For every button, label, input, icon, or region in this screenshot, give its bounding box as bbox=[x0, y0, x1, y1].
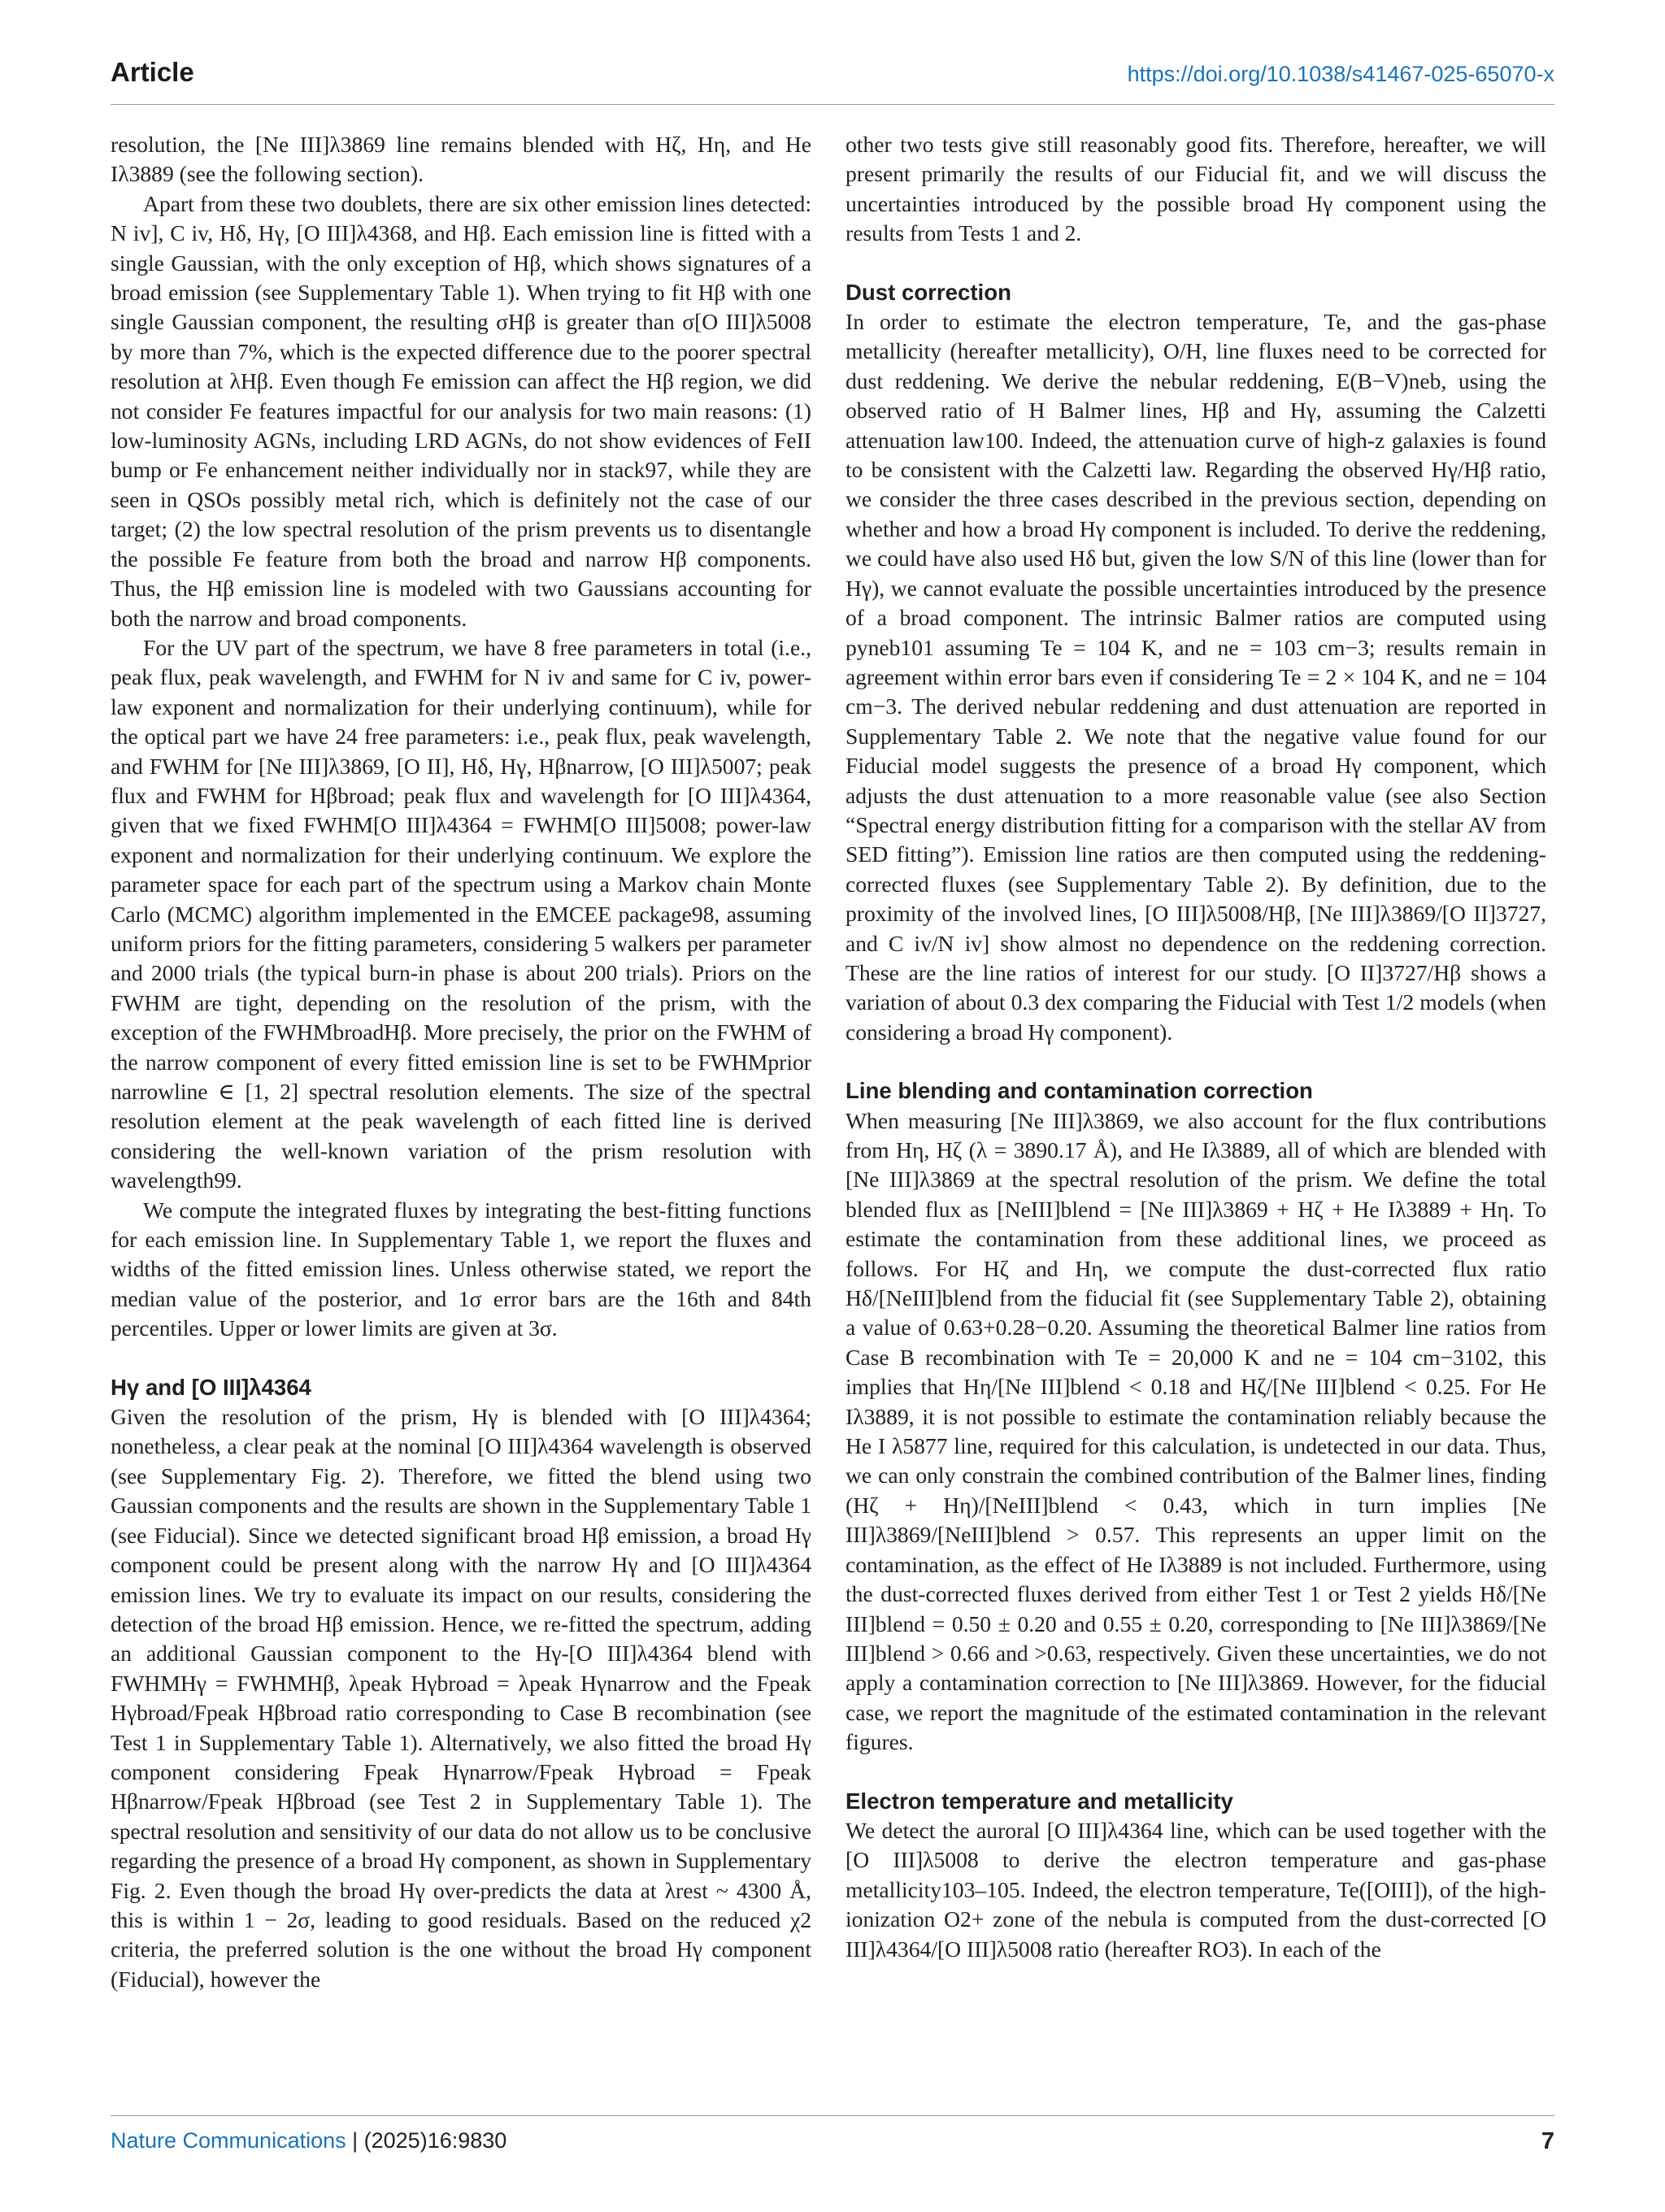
paragraph: In order to estimate the electron temperature, Te, and the gas-phase metallicity (hereafter metallicity), O/H, line fluxes need to be corrected for dust reddening. We derive the nebular reddening, E(B−V)neb, using the observed ratio of H Balmer lines, Hβ and Hγ, assuming the Calzetti attenuation law100. Indeed, the attenuation curve of high-z galaxies is found to be consistent with the Calzetti law. Regarding the observed Hγ/Hβ ratio, we consider the three cases described in the previous section, depending on whether and how a broad Hγ component is included. To derive the reddening, we could have also used Hδ but, given the low S/N of this line (lower than for Hγ), we cannot evaluate the possible uncertainties introduced by the presence of a broad component. The intrinsic Balmer ratios are computed using pyneb101 assuming Te = 104 K, and ne = 103 cm−3; results remain in agreement within error bars even if considering Te = 2 × 104 K, and ne = 104 cm−3. The derived nebular reddening and dust attenuation are reported in Supplementary Table 2. We note that the negative value found for our Fiducial model suggests the presence of a broad Hγ component, which adjusts the dust attenuation to a more reasonable value (see also Section “Spectral energy distribution fitting for a comparison with the stellar AV from SED fitting”). Emission line ratios are then computed using the reddening-corrected fluxes (see Supplementary Table 2). By definition, due to the proximity of the involved lines, [O III]λ5008/Hβ, [Ne III]λ3869/[O II]3727, and C iv/N iv] show almost no dependence on the reddening correction. These are the line ratios of interest for our study. [O II]3727/Hβ shows a variation of about 0.3 dex comparing the Fiducial with Test 1/2 models (when considering a broad Hγ component). bbox=[846, 309, 1546, 1045]
paragraph: resolution, the [Ne III]λ3869 line remains blended with Hζ, Hη, and He Iλ3889 (see the following section). bbox=[111, 132, 811, 187]
paragraph: For the UV part of the spectrum, we have 8 free parameters in total (i.e., peak flux, peak wavelength, and FWHM for N iv and same for C iv, power-law exponent and normalization for their underlying continuum), while for the optical part we have 24 free parameters: i.e., peak flux, peak wavelength, and FWHM for [Ne III]λ3869, [O II], Hδ, Hγ, Hβnarrow, [O III]λ5007; peak flux and FWHM for Hβbroad; peak flux and wavelength for [O III]λ4364, given that we fixed FWHM[O III]λ4364 = FWHM[O III]5008; power-law exponent and normalization for their underlying continuum. We explore the parameter space for each part of the spectrum using a Markov chain Monte Carlo (MCMC) algorithm implemented in the EMCEE package98, assuming uniform priors for the fitting parameters, considering 5 walkers per parameter and 2000 trials (the typical burn-in phase is about 200 trials). Priors on the FWHM are tight, depending on the resolution of the prism, with the exception of the FWHMbroadHβ. More precisely, the prior on the FWHM of the narrow component of every fitted emission line is set to be FWHMprior narrowline ∈ [1, 2] spectral resolution elements. The size of the spectral resolution element at the peak wavelength of each fitted line is derived considering the well-known variation of the prism resolution with wavelength99. bbox=[111, 634, 811, 1193]
paragraph: When measuring [Ne III]λ3869, we also account for the flux contributions from Hη, Hζ (λ = 3890.17 Å), and He Iλ3889, all of which are blended with [Ne III]λ3869 at the spectral resolution of the prism. We define the total blended flux as [NeIII]blend = [Ne III]λ3869 + Hζ + He Iλ3889 + Hη. To estimate the contamination from these additional lines, we proceed as follows. For Hζ and Hη, we compute the dust-corrected flux ratio Hδ/[NeIII]blend from the fiducial fit (see Supplementary Table 2), obtaining a value of 0.63+0.28−0.20. Assuming the theoretical Balmer line ratios from Case B recombination with Te = 20,000 K and ne = 104 cm−3102, this implies that Hη/[Ne III]blend < 0.18 and Hζ/[Ne III]blend < 0.25. For He Iλ3889, it is not possible to estimate the contamination reliably because the He I λ5877 line, required for this calculation, is undetected in our data. Thus, we can only constrain the combined contribution of the Balmer lines, finding (Hζ + Hη)/[NeIII]blend < 0.43, which in turn implies [Ne III]λ3869/[NeIII]blend > 0.57. This represents an upper limit on the contamination, as the effect of He Iλ3889 is not included. Furthermore, using the dust-corrected fluxes derived from either Test 1 or Test 2 yields Hδ/[Ne III]blend = 0.50 ± 0.20 and 0.55 ± 0.20, corresponding to [Ne III]λ3869/[Ne III]blend > 0.66 and >0.63, respectively. Given these uncertainties, we do not apply a contamination correction to [Ne III]λ3869. However, for the fiducial case, we report the magnitude of the estimated contamination in the relevant figures. bbox=[846, 1107, 1546, 1755]
section-heading: Dust correction bbox=[846, 279, 1011, 305]
doi-link[interactable]: https://doi.org/10.1038/s41467-025-65070-x bbox=[1127, 62, 1554, 86]
paragraph: We compute the integrated fluxes by integrating the best-fitting functions for each emission line. In Supplementary Table 1, we report the fluxes and widths of the fitted emission lines. Unless otherwise stated, we report the median value of the posterior, and 1σ error bars are the 16th and 84th percentiles. Upper or lower limits are given at 3σ. bbox=[111, 1197, 811, 1341]
left-column bbox=[111, 130, 811, 1994]
page-number: 7 bbox=[1541, 2128, 1554, 2154]
right-column bbox=[846, 130, 1546, 1964]
header-divider bbox=[111, 104, 1554, 105]
section-label: Article bbox=[111, 57, 194, 87]
page-footer bbox=[111, 2128, 1554, 2161]
paragraph: other two tests give still reasonably good fits. Therefore, hereafter, we will present primarily the results of our Fiducial fit, and we will discuss the uncertainties introduced by the possible broad Hγ component using the results from Tests 1 and 2. bbox=[846, 132, 1546, 246]
paragraph: Apart from these two doublets, there are six other emission lines detected: N iv], C iv, Hδ, Hγ, [O III]λ4368, and Hβ. Each emission line is fitted with a single Gaussian, with the only exception of Hβ, which shows signatures of a broad emission (see Supplementary Table 1). When trying to fit Hβ with one single Gaussian component, the resulting σHβ is greater than σ[O III]λ5008 by more than 7%, which is the expected difference due to the poorer spectral resolution at λHβ. Even though Fe emission can affect the Hβ region, we did not consider Fe features impactful for our analysis for two main reasons: (1) low-luminosity AGNs, including LRD AGNs, do not show evidences of FeII bump or Fe enhancement neither individually nor in stack97, while they are seen in QSOs possibly metal rich, which is definitely not the case of our target; (2) the low spectral resolution of the prism prevents us to disentangle the possible Fe feature from both the broad and narrow Hβ components. Thus, the Hβ emission line is modeled with two Gaussians accounting for both the narrow and broad components. bbox=[111, 190, 811, 631]
paragraph: Given the resolution of the prism, Hγ is blended with [O III]λ4364; nonetheless, a clear peak at the nominal [O III]λ4364 wavelength is observed (see Supplementary Fig. 2). Therefore, we fitted the blend using two Gaussian components and the results are shown in the Supplementary Table 1 (see Fiducial). Since we detected significant broad Hβ emission, a broad Hγ component could be present along with the narrow Hγ and [O III]λ4364 emission lines. We try to evaluate its impact on our results, considering the detection of the broad Hβ emission. Hence, we re-fitted the spectrum, adding an additional Gaussian component to the Hγ-[O III]λ4364 blend with FWHMHγ = FWHMHβ, λpeak Hγbroad = λpeak Hγnarrow and the Fpeak Hγbroad/Fpeak Hβbroad ratio corresponding to Case B recombination (see Test 1 in Supplementary Table 1). Alternatively, we also fitted the broad Hγ component considering Fpeak Hγnarrow/Fpeak Hγbroad = Fpeak Hβnarrow/Fpeak Hβbroad (see Test 2 in Supplementary Table 1). The spectral resolution and sensitivity of our data do not allow us to be conclusive regarding the presence of a broad Hγ component, as shown in Supplementary Fig. 2. Even though the broad Hγ over-predicts the data at λrest ~ 4300 Å, this is within 1 − 2σ, leading to good residuals. Based on the reduced χ2 criteria, the preferred solution is the one without the broad Hγ component (Fiducial), however the bbox=[111, 1404, 811, 1992]
journal-name[interactable]: Nature Communications bbox=[111, 2128, 346, 2153]
page-header bbox=[111, 57, 1554, 98]
citation: | (2025)16:9830 bbox=[346, 2128, 507, 2153]
section-heading: Electron temperature and metallicity bbox=[846, 1788, 1233, 1814]
section-heading: Line blending and contamination correction bbox=[846, 1078, 1313, 1104]
section-heading: Hγ and [O III]λ4364 bbox=[111, 1374, 311, 1400]
paragraph: We detect the auroral [O III]λ4364 line, which can be used together with the [O III]λ5008 to derive the electron temperature and gas-phase metallicity103–105. Indeed, the electron temperature, Te([OIII]), of the high-ionization O2+ zone of the nebula is computed from the dust-corrected [O III]λ4364/[O III]λ5008 ratio (hereafter RO3). In each of the bbox=[846, 1817, 1546, 1962]
footer-divider bbox=[111, 2115, 1554, 2116]
